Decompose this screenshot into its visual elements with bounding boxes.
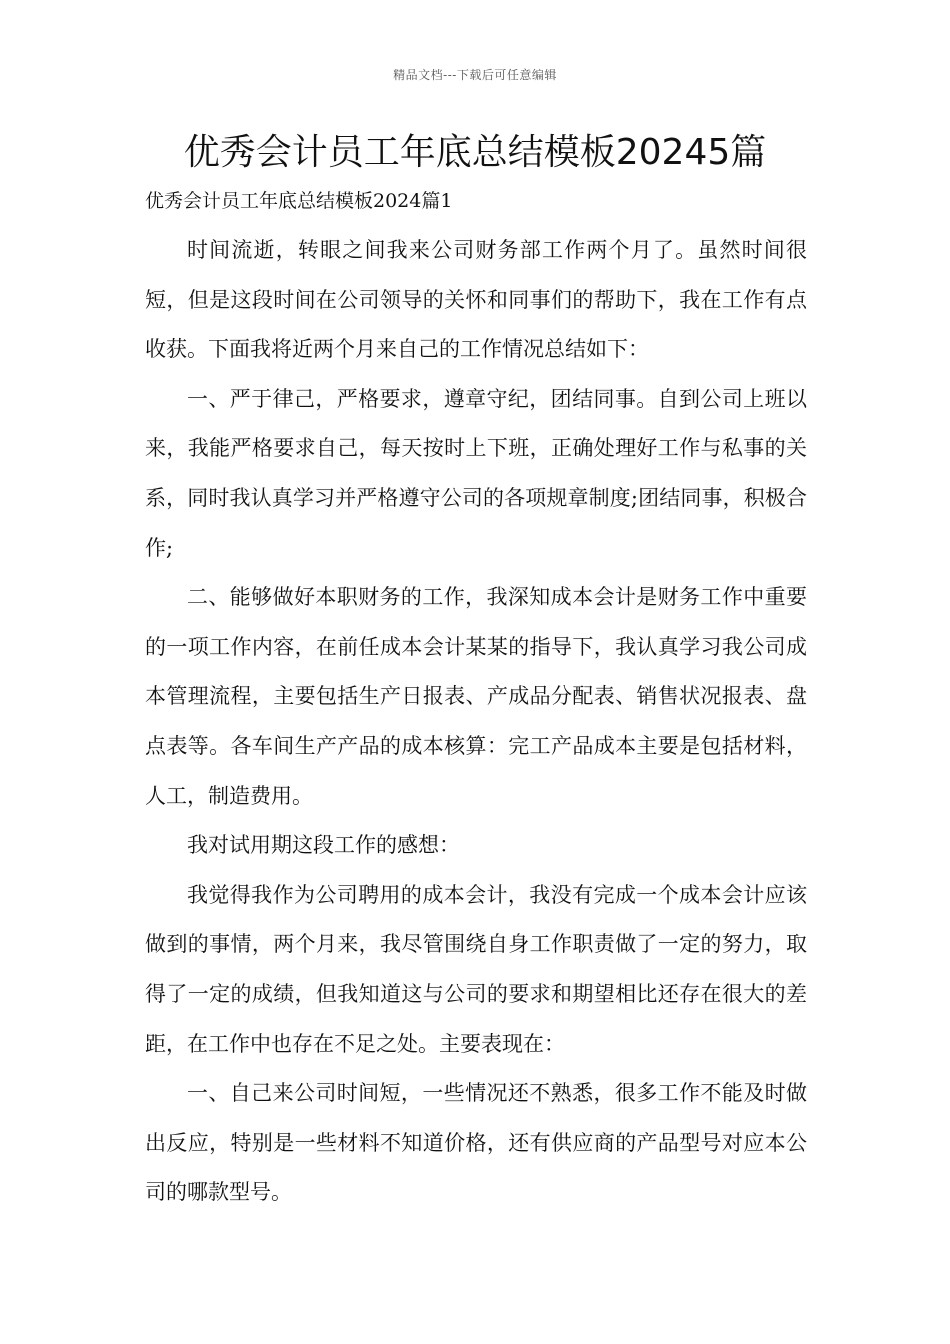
paragraph: 二、能够做好本职财务的工作，我深知成本会计是财务工作中重要的一项工作内容，在前任成本会计某某的指导下，我认真学习我公司成本管理流程，主要包括生产日报表、产成品分配表、销售状况报表、盘点表等。各车间生产产品的成本核算：完工产品成本主要是包括材料，人工，制造费用。	[145, 585, 807, 808]
document-subtitle: 优秀会计员工年底总结模板2024篇1	[145, 190, 453, 212]
paragraph: 一、自己来公司时间短，一些情况还不熟悉，很多工作不能及时做出反应，特别是一些材料不知道价格，还有供应商的产品型号对应本公司的哪款型号。	[145, 1081, 807, 1205]
document-title: 优秀会计员工年底总结模板20245篇	[183, 132, 767, 173]
document-body	[145, 226, 807, 1218]
paragraph: 我觉得我作为公司聘用的成本会计，我没有完成一个成本会计应该做到的事情，两个月来，我尽管围绕自身工作职责做了一定的努力，取得了一定的成绩，但我知道这与公司的要求和期望相比还存在很大的差距，在工作中也存在不足之处。主要表现在：	[145, 882, 807, 1056]
paragraph: 一、严于律己，严格要求，遵章守纪，团结同事。自到公司上班以来，我能严格要求自己，每天按时上下班，正确处理好工作与私事的关系，同时我认真学习并严格遵守公司的各项规章制度;团结同事，积极合作;	[145, 386, 807, 560]
paragraph: 我对试用期这段工作的感想：	[187, 833, 460, 858]
page-header: 精品文档---下载后可任意编辑	[393, 68, 557, 82]
paragraph: 时间流逝，转眼之间我来公司财务部工作两个月了。虽然时间很短，但是这段时间在公司领导的关怀和同事们的帮助下，我在工作有点收获。下面我将近两个月来自己的工作情况总结如下：	[145, 238, 807, 362]
